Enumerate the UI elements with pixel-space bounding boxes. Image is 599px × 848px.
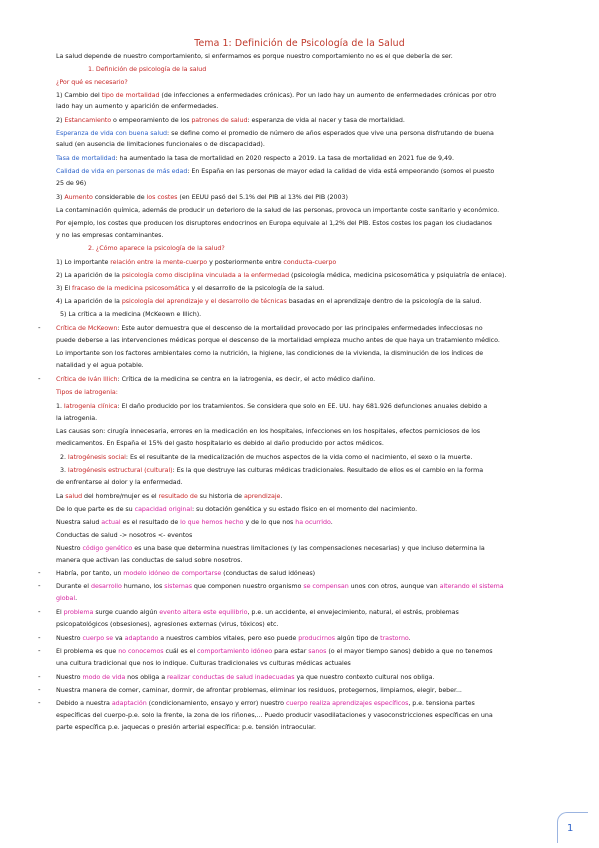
text-line [56,362,556,370]
highlighted-term: tipo de mortalidad [101,92,160,99]
text-line [56,415,556,423]
text-line [56,350,556,358]
highlighted-term: patrones de salud [191,117,248,124]
text-line [56,79,556,87]
text-span: : En España en las personas de mayor edad la calidad de vida está empeorando (somos el puesto [187,168,495,175]
text-span: La contaminación química, además de producir un deterioro de la salud de las personas, provoca un importante coste sanitario y económico. [56,207,500,214]
text-line [56,180,556,188]
highlighted-term: los costes [146,194,178,201]
highlighted-term: psicología del aprendizaje y el desarrollo de técnicas [121,298,287,305]
highlighted-term: código genético [82,545,133,552]
text-span: (psicología médica, medicina psicosomática y psiquiatría de enlace). [289,272,507,279]
text-span: 1. [56,403,64,410]
text-line [56,532,556,540]
highlighted-term: sanos [308,648,327,655]
highlighted-term: relación entre la mente-cuerpo [110,259,208,266]
text-span: de enfrentarse al dolor y la enfermedad. [56,479,183,486]
text-span: . [280,493,283,500]
highlighted-term: ha ocurrido [295,519,331,526]
text-line [56,428,556,436]
text-span: Las causas son: cirugía innecesaria, errores en la medicación en los hospitales, infecciones en los hospitales, efectos perniciosos de los [56,428,481,435]
text-span: . [75,595,78,602]
text-span: 3. [60,467,68,474]
highlighted-term: Aumento [64,194,93,201]
highlighted-term: sistemas [164,583,192,590]
text-span: manera que activan las conductas de salud sobre nosotros. [56,557,243,564]
text-span: su historia de [197,493,244,500]
highlighted-term: Iatrogenia clínica [63,403,118,410]
text-span: unos con otros, aunque van [348,583,440,590]
page-number: 1 [567,823,574,834]
text-line [56,285,556,293]
text-line [56,194,556,202]
highlighted-term: ¿Por qué es necesario? [56,79,128,86]
text-span: es una base que determina nuestras limitaciones (y las compensaciones necesarias) y que incluso determina la [132,545,485,552]
highlighted-term: actual [101,519,121,526]
highlighted-term: fracaso de la medicina psicosomática [72,285,190,292]
text-span: , p.e. un accidente, el envejecimiento, natural, el estrés, problemas [247,609,459,616]
text-line [56,687,556,695]
highlighted-term: Esperanza de vida con buena salud [56,130,168,137]
text-span: parte específica p.e. jaquecas o presión arterial específica: p.e. tensión intraocular. [56,724,316,731]
text-span: (o el mayor tiempo sanos) debido a que no tenemos [326,648,493,655]
text-span: y el desarrollo de la psicología de la salud. [189,285,325,292]
text-span: que componen nuestro organismo [191,583,304,590]
text-line [56,141,556,149]
text-line [60,311,556,319]
list-bullet: - [38,608,41,616]
text-span: (conductas de salud idóneas) [221,570,316,577]
list-bullet: - [38,686,41,694]
text-span: : Este autor demuestra que el descenso de la mortalidad provocado por las principales enfermedades infecciosas no [117,325,483,332]
text-span: algún tipo de [335,635,381,642]
highlighted-term: adaptación [111,700,147,707]
highlighted-term: global [56,595,76,602]
highlighted-term: adaptando [124,635,159,642]
text-line [56,376,556,384]
text-span: y posteriormente entre [207,259,284,266]
text-line [56,621,556,629]
page-title: Tema 1: Definición de Psicología de la Salud [194,38,405,49]
text-line [56,635,556,643]
text-line [56,337,556,345]
text-line [60,467,556,475]
list-bullet: - [38,582,41,590]
text-span: 1) Cambio del [56,92,102,99]
text-line [56,660,556,668]
highlighted-term: evento altera este equilibrio [159,609,248,616]
highlighted-term: Crítica de McKeown [56,325,118,332]
text-line [56,493,556,501]
highlighted-term: resultado de [158,493,198,500]
text-line [56,609,556,617]
list-bullet: - [38,569,41,577]
text-span: Por ejemplo, los costes que producen los disruptores endocrinos en Europa equivale al 1,2% del PIB. Estos costes los pagan los ciudadanos [56,220,492,227]
text-line [56,117,556,125]
text-span: : El daño producido por los tratamientos. Se considera que solo en EE. UU. hay 681.926 defunciones anuales debido a [117,403,488,410]
text-span: (de infecciones a enfermedades crónicas). Por un lado hay un aumento de enfermedades crónicas por otro [159,92,497,99]
list-bullet: - [38,699,41,707]
text-span: nos obliga a [125,674,168,681]
text-line [88,245,556,253]
text-line [56,389,556,397]
text-line [56,583,556,591]
text-span: basadas en el aprendizaje dentro de la psicología de la salud. [286,298,482,305]
text-line [56,298,556,306]
text-span: 2) La aparición de la [56,272,122,279]
text-span: la iatrogenia. [56,415,98,422]
text-span: , p.e. tensiona partes [408,700,475,707]
text-line [56,92,556,100]
text-span: (en EEUU pasó del 5.1% del PIB al 13% del PIB (2003) [177,194,348,201]
text-span: : Es el resultante de la medicalización de muchos aspectos de la vida como el nacimiento, el sexo o la muerte. [125,454,473,461]
text-span: natalidad y el agua potable. [56,362,144,369]
list-bullet: - [38,375,41,383]
text-span: es el resultado de [120,519,181,526]
text-line [56,545,556,553]
list-bullet: - [38,673,41,681]
text-span: Conductas de salud -> nosotros <- eventos [56,532,193,539]
text-span: : Crítica de la medicina se centra en la iatrogenia, es decir, el acto médico dañino. [117,376,376,383]
highlighted-term: cuerpo realiza aprendizajes específicos [285,700,409,707]
text-line [56,595,556,603]
highlighted-term: Iatrogénesis estructural (cultural) [67,467,173,474]
text-line [56,220,556,228]
highlighted-term: lo que hemos hecho [180,519,244,526]
text-span: 25 de 96) [56,180,87,187]
text-line [56,232,556,240]
text-span: específicas del cuerpo-p.e. solo la frente, la zona de los riñones,... Puedo producir vasodilataciones y vasoconstricciones específicas en una [56,712,493,719]
text-line [56,130,556,138]
text-line [56,519,556,527]
text-span: Habría, por tanto, un [56,570,124,577]
text-line [56,207,556,215]
text-span: El problema es que [56,648,119,655]
highlighted-term: modelo idóneo de comportarse [123,570,222,577]
highlighted-term: conducta-cuerpo [283,259,337,266]
text-line [56,403,556,411]
text-span: y de lo que nos [243,519,296,526]
text-span: salud (en ausencia de limitaciones funcionales o de discapacidad). [56,141,265,148]
text-line [56,674,556,682]
highlighted-term: problema [63,609,94,616]
text-line [56,570,556,578]
text-span: Nuestra manera de comer, caminar, dormir, de afrontar problemas, eliminar los residuos, protegernos, limpiarnos, elegir, beber... [56,687,462,694]
text-span: Nuestro [56,545,83,552]
text-line [56,155,556,163]
text-span: : ha aumentado la tasa de mortalidad en 2020 respecto a 2019. La tasa de mortalidad en 2021 fue de 9,49. [115,155,454,162]
text-span: medicamentos. En España el 15% del gasto hospitalario es debido al daño producido por actos médicos. [56,440,384,447]
text-span: cuál es el [163,648,198,655]
text-line [88,66,556,74]
text-span: La salud depende de nuestro comportamiento, si enfermamos es porque nuestro comportamiento no es el que debería de ser. [56,53,453,60]
highlighted-term: modo de vida [82,674,126,681]
highlighted-term: Tipos de iatrogenia: [56,389,118,396]
text-span: o empeoramiento de los [111,117,192,124]
text-span: La [56,493,66,500]
highlighted-term: se compensan [303,583,349,590]
text-span: (condicionamiento, ensayo y error) nuestro [146,700,286,707]
text-span: 2. [60,454,68,461]
highlighted-term: alterando el sistema [439,583,504,590]
text-line [56,168,556,176]
text-span: va [113,635,125,642]
highlighted-term: psicología como disciplina vinculada a la enfermedad [121,272,290,279]
list-bullet: - [38,634,41,642]
text-line [56,325,556,333]
text-span: Nuestro [56,674,83,681]
text-span: y no las empresas contaminantes. [56,232,164,239]
text-span: surge cuando algún [93,609,160,616]
text-span: : se define como el promedio de número de años esperados que vive una persona disfrutando de buena [167,130,494,137]
text-line [56,724,556,732]
highlighted-term: Tasa de mortalidad [56,155,116,162]
list-bullet: - [38,647,41,655]
highlighted-term: desarrollo [90,583,122,590]
text-span: una cultura tradicional que nos lo indique. Culturas tradicionales vs culturas médicas actuales [56,660,351,667]
text-line [56,557,556,565]
text-line [56,53,556,61]
highlighted-term: no conocemos [118,648,164,655]
highlighted-term: Iatrogénesis social [67,454,126,461]
text-span: Nuestra salud [56,519,102,526]
text-span: De lo que parte es de su [56,506,135,513]
text-span: humano, los [121,583,165,590]
highlighted-term: Crítica de Iván Illich [56,376,118,383]
text-span: lado hay un aumento y aparición de enfermedades. [56,103,219,110]
text-line [60,454,556,462]
text-span: del hombre/mujer es el [82,493,159,500]
text-span: 2) [56,117,65,124]
text-line [56,440,556,448]
highlighted-term: aprendizaje [243,493,281,500]
highlighted-term: 1. Definición de psicología de la salud [88,66,207,73]
text-span: 3) El [56,285,73,292]
highlighted-term: cuerpo se [82,635,114,642]
text-line [56,648,556,656]
highlighted-term: 2. ¿Cómo aparece la psicología de la salud? [88,245,225,252]
text-line [56,712,556,720]
text-span: 3) [56,194,65,201]
text-line [56,479,556,487]
text-span: considerable de [92,194,147,201]
text-span: . [408,635,411,642]
text-line [56,103,556,111]
highlighted-term: Estancamiento [64,117,112,124]
text-span: 4) La aparición de la [56,298,122,305]
text-span: puede deberse a las intervenciones médicas porque el descenso de la mortalidad empieza mucho antes de que haya un tratamiento médico. [56,337,500,344]
text-span: . [330,519,333,526]
highlighted-term: Calidad de vida en personas de más edad [56,168,188,175]
text-span: Durante el [56,583,91,590]
text-line [56,700,556,708]
text-span: : su dotación genética y su estado físico en el momento del nacimiento. [191,506,418,513]
text-span: para estar [272,648,309,655]
text-span: 5) La crítica a la medicina (McKeown e Illich). [60,311,202,318]
text-span: Lo importante son los factores ambientales como la nutrición, la higiene, las condiciones de la vivienda, la disminución de los índices de [56,350,484,357]
highlighted-term: trastorno [380,635,409,642]
text-span: Debido a nuestra [56,700,112,707]
text-line [56,506,556,514]
highlighted-term: producirnos [298,635,336,642]
highlighted-term: salud [65,493,83,500]
text-line [56,259,556,267]
text-line [56,272,556,280]
list-bullet: - [38,324,41,332]
text-span: Nuestro [56,635,83,642]
highlighted-term: capacidad original [134,506,192,513]
highlighted-term: comportamiento idóneo [197,648,273,655]
text-span: 1) Lo importante [56,259,111,266]
text-span: : Es la que destruye las culturas médicas tradicionales. Resultado de ellos es el cambio en la forma [172,467,484,474]
text-span: psicopatológicos (obsesiones), agresiones externas (virus, tóxicos) etc. [56,621,279,628]
text-span: El [56,609,64,616]
text-span: ya que nuestro contexto cultural nos obliga. [294,674,435,681]
text-span: a nuestros cambios vitales, pero eso puede [158,635,299,642]
text-span: : esperanza de vida al nacer y tasa de mortalidad. [247,117,405,124]
highlighted-term: realizar conductas de salud inadecuadas [167,674,295,681]
